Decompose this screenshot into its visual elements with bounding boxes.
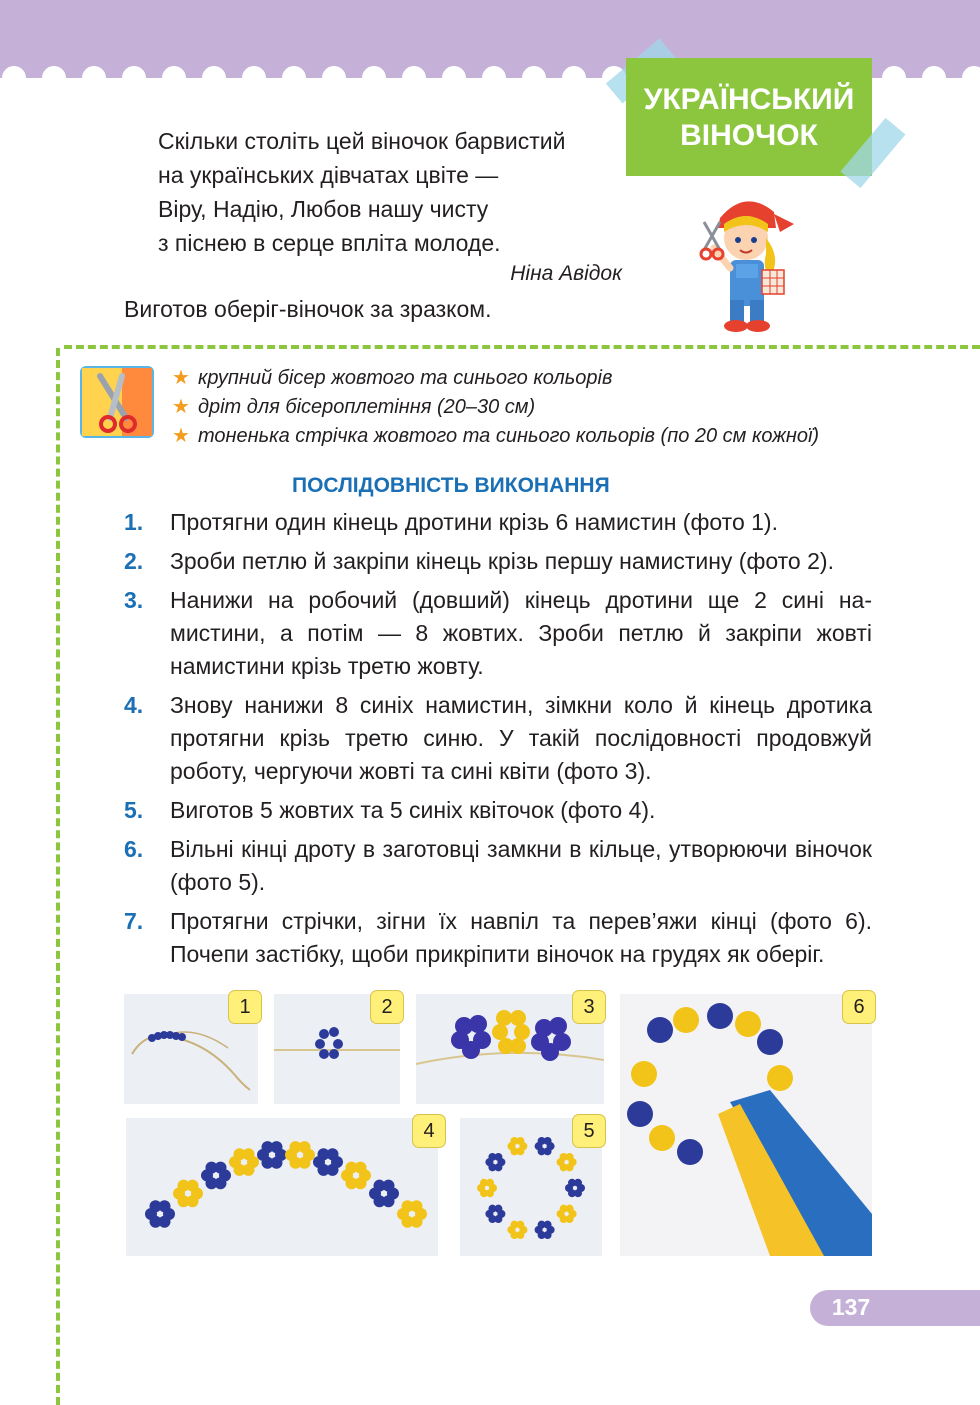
poem-author: Ніна Авідок xyxy=(510,262,622,285)
photo-label: 4 xyxy=(412,1114,446,1148)
poem-line: на українських дівчатах цвіте — xyxy=(158,162,499,188)
step-item xyxy=(124,833,872,899)
step-text: Знову нанижи 8 синіх намистин, зімкни коло й кінець дротика протягни крізь третю синю. У такій послідовності продовжуй роботу, чергуючи жовті та сині квіти (фото 3). xyxy=(170,692,872,784)
garland-photo xyxy=(126,1118,438,1256)
bead xyxy=(383,1180,395,1192)
photo-4 xyxy=(126,1118,438,1256)
dashed-divider xyxy=(64,345,980,349)
scallop-dot xyxy=(562,66,586,90)
star-bullet-icon: ★ xyxy=(172,396,190,418)
poem xyxy=(158,124,628,260)
bead xyxy=(544,1137,552,1145)
instruction-text: Виготов оберіг-віночок за зразком. xyxy=(124,296,492,322)
materials-list xyxy=(172,364,819,451)
bead xyxy=(516,1137,524,1145)
bead xyxy=(516,1221,524,1229)
bead xyxy=(494,1153,502,1161)
step-number: 3. xyxy=(124,587,144,613)
step-item xyxy=(124,905,872,971)
bead xyxy=(243,1148,255,1160)
step-text: Вільні кінці дроту в заготовці замкни в кільце, утворюючи віночок (фото 5). xyxy=(170,836,872,895)
star-bullet-icon: ★ xyxy=(172,425,190,447)
title-line-2: ВІНОЧОК xyxy=(680,119,818,152)
scallop-dot xyxy=(362,66,386,90)
step-number: 5. xyxy=(124,797,144,823)
bead xyxy=(574,1179,582,1187)
list-item: ★ дріт для бісероплетіння (20–30 см) xyxy=(172,396,536,418)
bead xyxy=(411,1200,423,1212)
scallop-dot xyxy=(922,66,946,90)
step-number: 7. xyxy=(124,908,144,934)
step-text: Виготов 5 жовтих та 5 синіх квіточок (фото 4). xyxy=(170,797,656,823)
step-number: 1. xyxy=(124,509,144,535)
photo-label: 5 xyxy=(572,1114,606,1148)
steps-list xyxy=(124,506,872,977)
scallop-dot xyxy=(122,66,146,90)
title-line-1: УКРАЇНСЬКИЙ xyxy=(643,83,855,116)
bead xyxy=(486,1179,494,1187)
list-item: ★ крупний бісер жовтого та синього кольорів xyxy=(172,367,613,389)
scallop-dot xyxy=(322,66,346,90)
step-item xyxy=(124,794,872,827)
step-item xyxy=(124,545,872,578)
step-text: Зроби петлю й закріпи кінець крізь першу намистину (фото 2). xyxy=(170,548,834,574)
scallop-dot xyxy=(162,66,186,90)
bead xyxy=(566,1205,574,1213)
list-item: ★ тоненька стрічка жовтого та синього кольорів (по 20 см кожної) xyxy=(172,425,820,447)
bead xyxy=(187,1180,199,1192)
bead xyxy=(271,1141,283,1153)
photo-label: 6 xyxy=(842,990,876,1024)
bead xyxy=(355,1162,367,1174)
poem-line: Скільки століть цей віночок барвистий xyxy=(158,128,566,154)
dashed-border-left xyxy=(56,348,60,1405)
scallop-dot xyxy=(882,66,906,90)
scallop-dot xyxy=(42,66,66,90)
bead xyxy=(544,1221,552,1229)
girl-illustration xyxy=(690,188,800,334)
poem-line: Віру, Надію, Любов нашу чисту xyxy=(158,196,489,222)
section-heading: ПОСЛІДОВНІСТЬ ВИКОНАННЯ xyxy=(292,474,610,497)
photo-label: 3 xyxy=(572,990,606,1024)
scallop-dot xyxy=(442,66,466,90)
poem-line: з піснею в серце вплітa молоде. xyxy=(158,230,501,256)
photo-6 xyxy=(620,994,872,1256)
scallop-dot xyxy=(482,66,506,90)
bead xyxy=(299,1141,311,1153)
page-number: 137 xyxy=(831,1294,871,1320)
photo-label: 2 xyxy=(370,990,404,1024)
step-text: Нанижи на робочий (довший) кінець дротини ще 2 сині намистини, а потім — 8 жовтих. Зроби петлю й закріпи жовті намистини крізь третю жовту. xyxy=(170,587,872,679)
scissors-icon xyxy=(80,366,154,438)
bead xyxy=(566,1153,574,1161)
scallop-dot xyxy=(282,66,306,90)
scallop-dot xyxy=(242,66,266,90)
bead xyxy=(159,1200,171,1212)
step-text: Протягни стрічки, зігни їх навпіл та перев’яжи кінці (фото 6). Почепи застібку, щоби прикріпити віночок на грудях як оберіг. xyxy=(170,908,872,967)
scallop-dot xyxy=(2,66,26,90)
step-number: 4. xyxy=(124,692,144,718)
scallop-dot xyxy=(962,66,980,90)
scallop-dot xyxy=(402,66,426,90)
step-item xyxy=(124,506,872,539)
step-item xyxy=(124,689,872,788)
step-number: 6. xyxy=(124,836,144,862)
bead xyxy=(215,1162,227,1174)
page-title xyxy=(626,58,872,176)
scallop-dot xyxy=(522,66,546,90)
step-text: Протягни один кінець дротини крізь 6 намистин (фото 1). xyxy=(170,509,778,535)
star-bullet-icon: ★ xyxy=(172,367,190,389)
bead xyxy=(327,1148,339,1160)
scallop-dot xyxy=(82,66,106,90)
step-item xyxy=(124,584,872,683)
step-number: 2. xyxy=(124,548,144,574)
scallop-dot xyxy=(202,66,226,90)
photo-label: 1 xyxy=(228,990,262,1024)
bead xyxy=(494,1205,502,1213)
